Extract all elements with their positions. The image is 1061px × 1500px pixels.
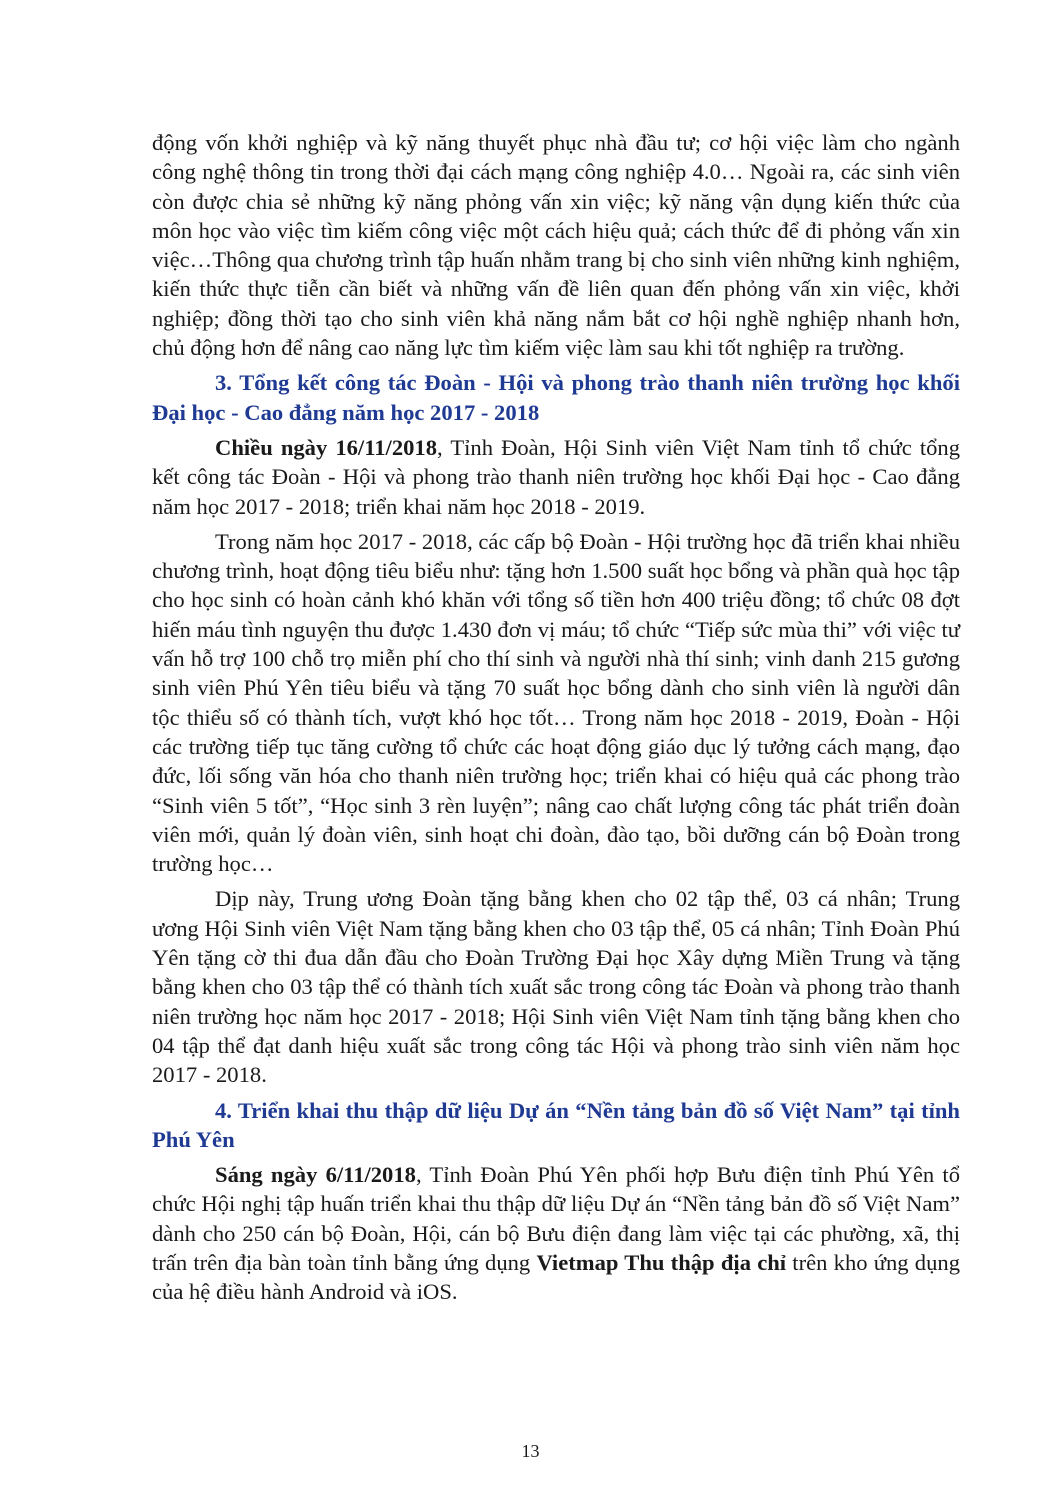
section-3-paragraph-3: Dịp này, Trung ương Đoàn tặng bằng khen cho 02 tập thể, 03 cá nhân; Trung ương Hội Sinh viên Việt Nam tặng bằng khen cho 03 tập thể, 05 cá nhân; Tỉnh Đoàn Phú Yên tặng cờ thi đua dẫn đầu cho Đoàn Trường Đại học Xây dựng Miền Trung và tặng bằng khen cho 03 tập thể có thành tích xuất sắc trong công tác Đoàn và phong trào thanh niên trường học năm học 2017 - 2018; Hội Sinh viên Việt Nam tỉnh tặng bằng khen cho 04 tập thể đạt danh hiệu xuất sắc trong công tác Hội và phong trào sinh viên năm học 2017 - 2018. [152,886,960,1088]
document-page [152,128,960,1307]
section-4-heading: 4. Triển khai thu thập dữ liệu Dự án “Nền tảng bản đồ số Việt Nam” tại tỉnh Phú Yên [152,1097,960,1152]
section-3-heading: 3. Tổng kết công tác Đoàn - Hội và phong trào thanh niên trường học khối Đại học - Cao đẳng năm học 2017 - 2018 [152,370,960,425]
section-4-paragraph-1 [152,1160,960,1306]
section-3-paragraph-1-text: , Tỉnh Đoàn, Hội Sinh viên Việt Nam tỉnh tổ chức tổng kết công tác Đoàn - Hội và phong trào thanh niên trường học khối Đại học - Cao đẳng năm học 2017 - 2018; triển khai năm học 2018 - 2019. [152,434,960,519]
vietmap-app-name: Vietmap Thu thập địa chỉ [536,1249,787,1275]
section-4-paragraph-1-end: trên kho ứng dụng của hệ điều hành Android và iOS. [152,1249,960,1305]
section-4-paragraph-1-text: , Tỉnh Đoàn Phú Yên phối hợp Bưu điện tỉnh Phú Yên tổ chức Hội nghị tập huấn triển khai thu thập dữ liệu Dự án “Nền tảng bản đồ số Việt Nam” dành cho 250 cán bộ Đoàn, Hội, cán bộ Bưu điện đang làm việc tại các phường, xã, thị trấn trên địa bàn toàn tỉnh bằng ứng dụng [152,1162,960,1275]
intro-paragraph: động vốn khởi nghiệp và kỹ năng thuyết phục nhà đầu tư; cơ hội việc làm cho ngành công nghệ thông tin trong thời đại cách mạng công nghiệp 4.0… Ngoài ra, các sinh viên còn được chia sẻ những kỹ năng phỏng vấn xin việc; kỹ năng vận dụng kiến thức của môn học vào việc tìm kiếm công việc một cách hiệu quả; cách thức để đi phỏng vấn xin việc…Thông qua chương trình tập huấn nhằm trang bị cho sinh viên những kinh nghiệm, kiến thức thực tiễn cần biết và những vấn đề liên quan đến phỏng vấn xin việc, khởi nghiệp; đồng thời tạo cho sinh viên khả năng nắm bắt cơ hội nghề nghiệp nhanh hơn, chủ động hơn để nâng cao năng lực tìm kiếm việc làm sau khi tốt nghiệp ra trường. [152,130,960,361]
section-3-date-lead: Chiều ngày 16/11/2018 [215,434,438,460]
section-3-paragraph-1 [152,433,960,521]
section-3-paragraph-2: Trong năm học 2017 - 2018, các cấp bộ Đoàn - Hội trường học đã triển khai nhiều chương trình, hoạt động tiêu biểu như: tặng hơn 1.500 suất học bổng và phần quà học tập cho học sinh có hoàn cảnh khó khăn với tổng số tiền hơn 400 triệu đồng; tổ chức 08 đợt hiến máu tình nguyện thu được 1.430 đơn vị máu; tổ chức “Tiếp sức mùa thi” với việc tư vấn hỗ trợ 100 chỗ trọ miễn phí cho thí sinh và người nhà thí sinh; vinh danh 215 gương sinh viên Phú Yên tiêu biểu và tặng 70 suất học bổng dành cho sinh viên là người dân tộc thiểu số có thành tích, vượt khó học tốt… Trong năm học 2018 - 2019, Đoàn - Hội các trường tiếp tục tăng cường tổ chức các hoạt động giáo dục lý tưởng cách mạng, đạo đức, lối sống văn hóa cho thanh niên trường học; triển khai có hiệu quả các phong trào “Sinh viên 5 tốt”, “Học sinh 3 rèn luyện”; nâng cao chất lượng công tác phát triển đoàn viên mới, quản lý đoàn viên, sinh hoạt chi đoàn, đào tạo, bồi dưỡng cán bộ Đoàn trong trường học… [152,528,960,877]
page-number: 13 [521,1441,540,1461]
section-4-date-lead: Sáng ngày 6/11/2018 [215,1162,416,1188]
